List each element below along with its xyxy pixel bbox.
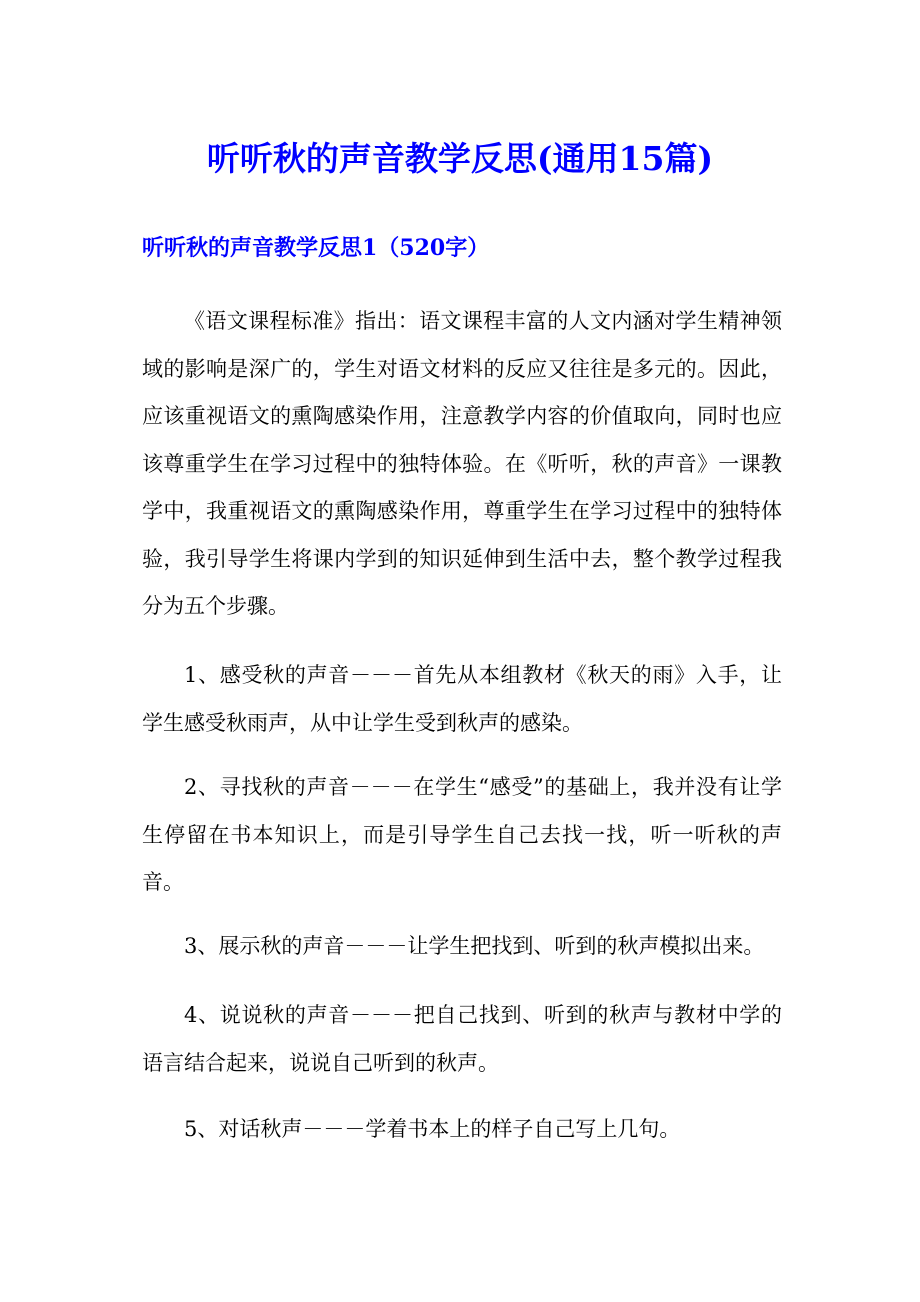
paragraph-step-3: 3、展示秋的声音－－－让学生把找到、听到的秋声模拟出来。 — [184, 934, 765, 958]
document-title: 听听秋的声音教学反思(通用15篇) — [206, 139, 714, 178]
paragraph-step-5: 5、对话秋声－－－学着书本上的样子自己写上几句。 — [184, 1117, 681, 1141]
section-heading: 听听秋的声音教学反思1（520字） — [142, 235, 490, 261]
paragraph-step-1: 1、感受秋的声音－－－首先从本组教材《秋天的雨》入手，让学生感受秋雨声，从中让学生受到秋声的感染。 — [142, 663, 782, 735]
paragraph-step-2: 2、寻找秋的声音－－－在学生“感受”的基础上，我并没有让学生停留在书本知识上，而是引导学生自己去找一找，听一听秋的声音。 — [142, 775, 782, 894]
paragraph-step-4: 4、说说秋的声音－－－把自己找到、听到的秋声与教材中学的语言结合起来，说说自己听到的秋声。 — [142, 1003, 782, 1075]
paragraph-intro: 《语文课程标准》指出：语文课程丰富的人文内涵对学生精神领域的影响是深广的，学生对语文材料的反应又往往是多元的。因此，应该重视语文的熏陶感染作用，注意教学内容的价值取向，同时也应该尊重学生在学习过程中的独特体验。在《听听，秋的声音》一课教学中，我重视语文的熏陶感染作用，尊重学生在学习过程中的独特体验，我引导学生将课内学到的知识延伸到生活中去，整个教学过程我分为五个步骤。 — [142, 309, 782, 618]
